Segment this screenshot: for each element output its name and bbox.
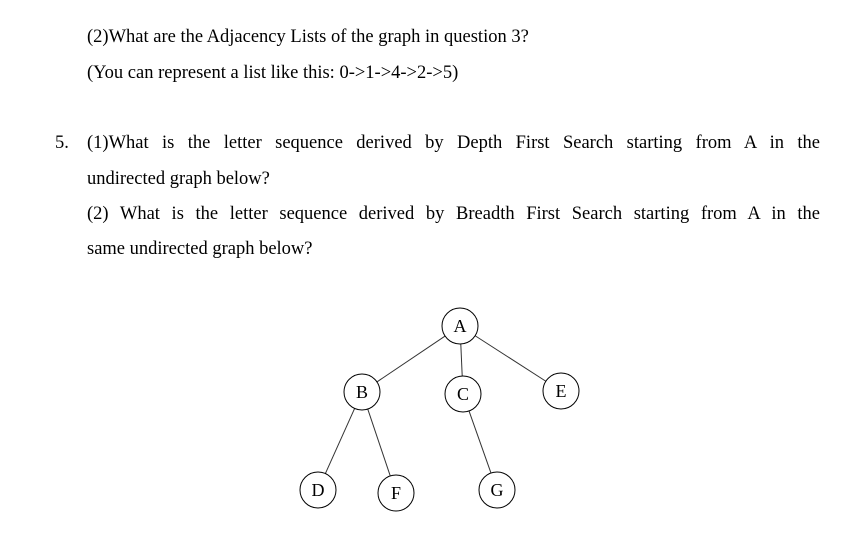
- edge-a-b: [377, 336, 445, 382]
- node-b: [344, 374, 380, 410]
- node-d: [300, 472, 336, 508]
- node-e: [543, 373, 579, 409]
- edge-a-e: [475, 336, 546, 382]
- question-5-part-1-line-1: (1)What is the letter sequence derived by Depth First Search starting from A in the: [87, 133, 820, 153]
- question-5-part-2-line-2: same undirected graph below?: [87, 239, 313, 259]
- question-4-hint: (You can represent a list like this: 0->1->4->2->5): [87, 63, 459, 83]
- node-a: [442, 308, 478, 344]
- node-label: D: [311, 480, 325, 500]
- node-f: [378, 475, 414, 511]
- edge-a-c: [461, 344, 462, 376]
- question-5-number: 5.: [55, 133, 69, 153]
- graph-nodes: [300, 308, 579, 511]
- question-4-part-2: (2)What are the Adjacency Lists of the graph in question 3?: [87, 27, 529, 47]
- node-label: G: [490, 480, 504, 500]
- node-label: A: [453, 316, 467, 336]
- edge-c-g: [469, 411, 491, 473]
- question-5-part-2-line-1: (2) What is the letter sequence derived by Breadth First Search starting from A in the: [87, 204, 820, 224]
- node-label: C: [456, 384, 470, 404]
- node-label: E: [555, 381, 567, 401]
- edge-b-f: [368, 409, 391, 476]
- node-label: F: [390, 483, 402, 503]
- node-g: [479, 472, 515, 508]
- edge-b-d: [325, 408, 354, 473]
- question-5-part-1-line-2: undirected graph below?: [87, 169, 270, 189]
- node-label: B: [355, 382, 369, 402]
- node-c: [445, 376, 481, 412]
